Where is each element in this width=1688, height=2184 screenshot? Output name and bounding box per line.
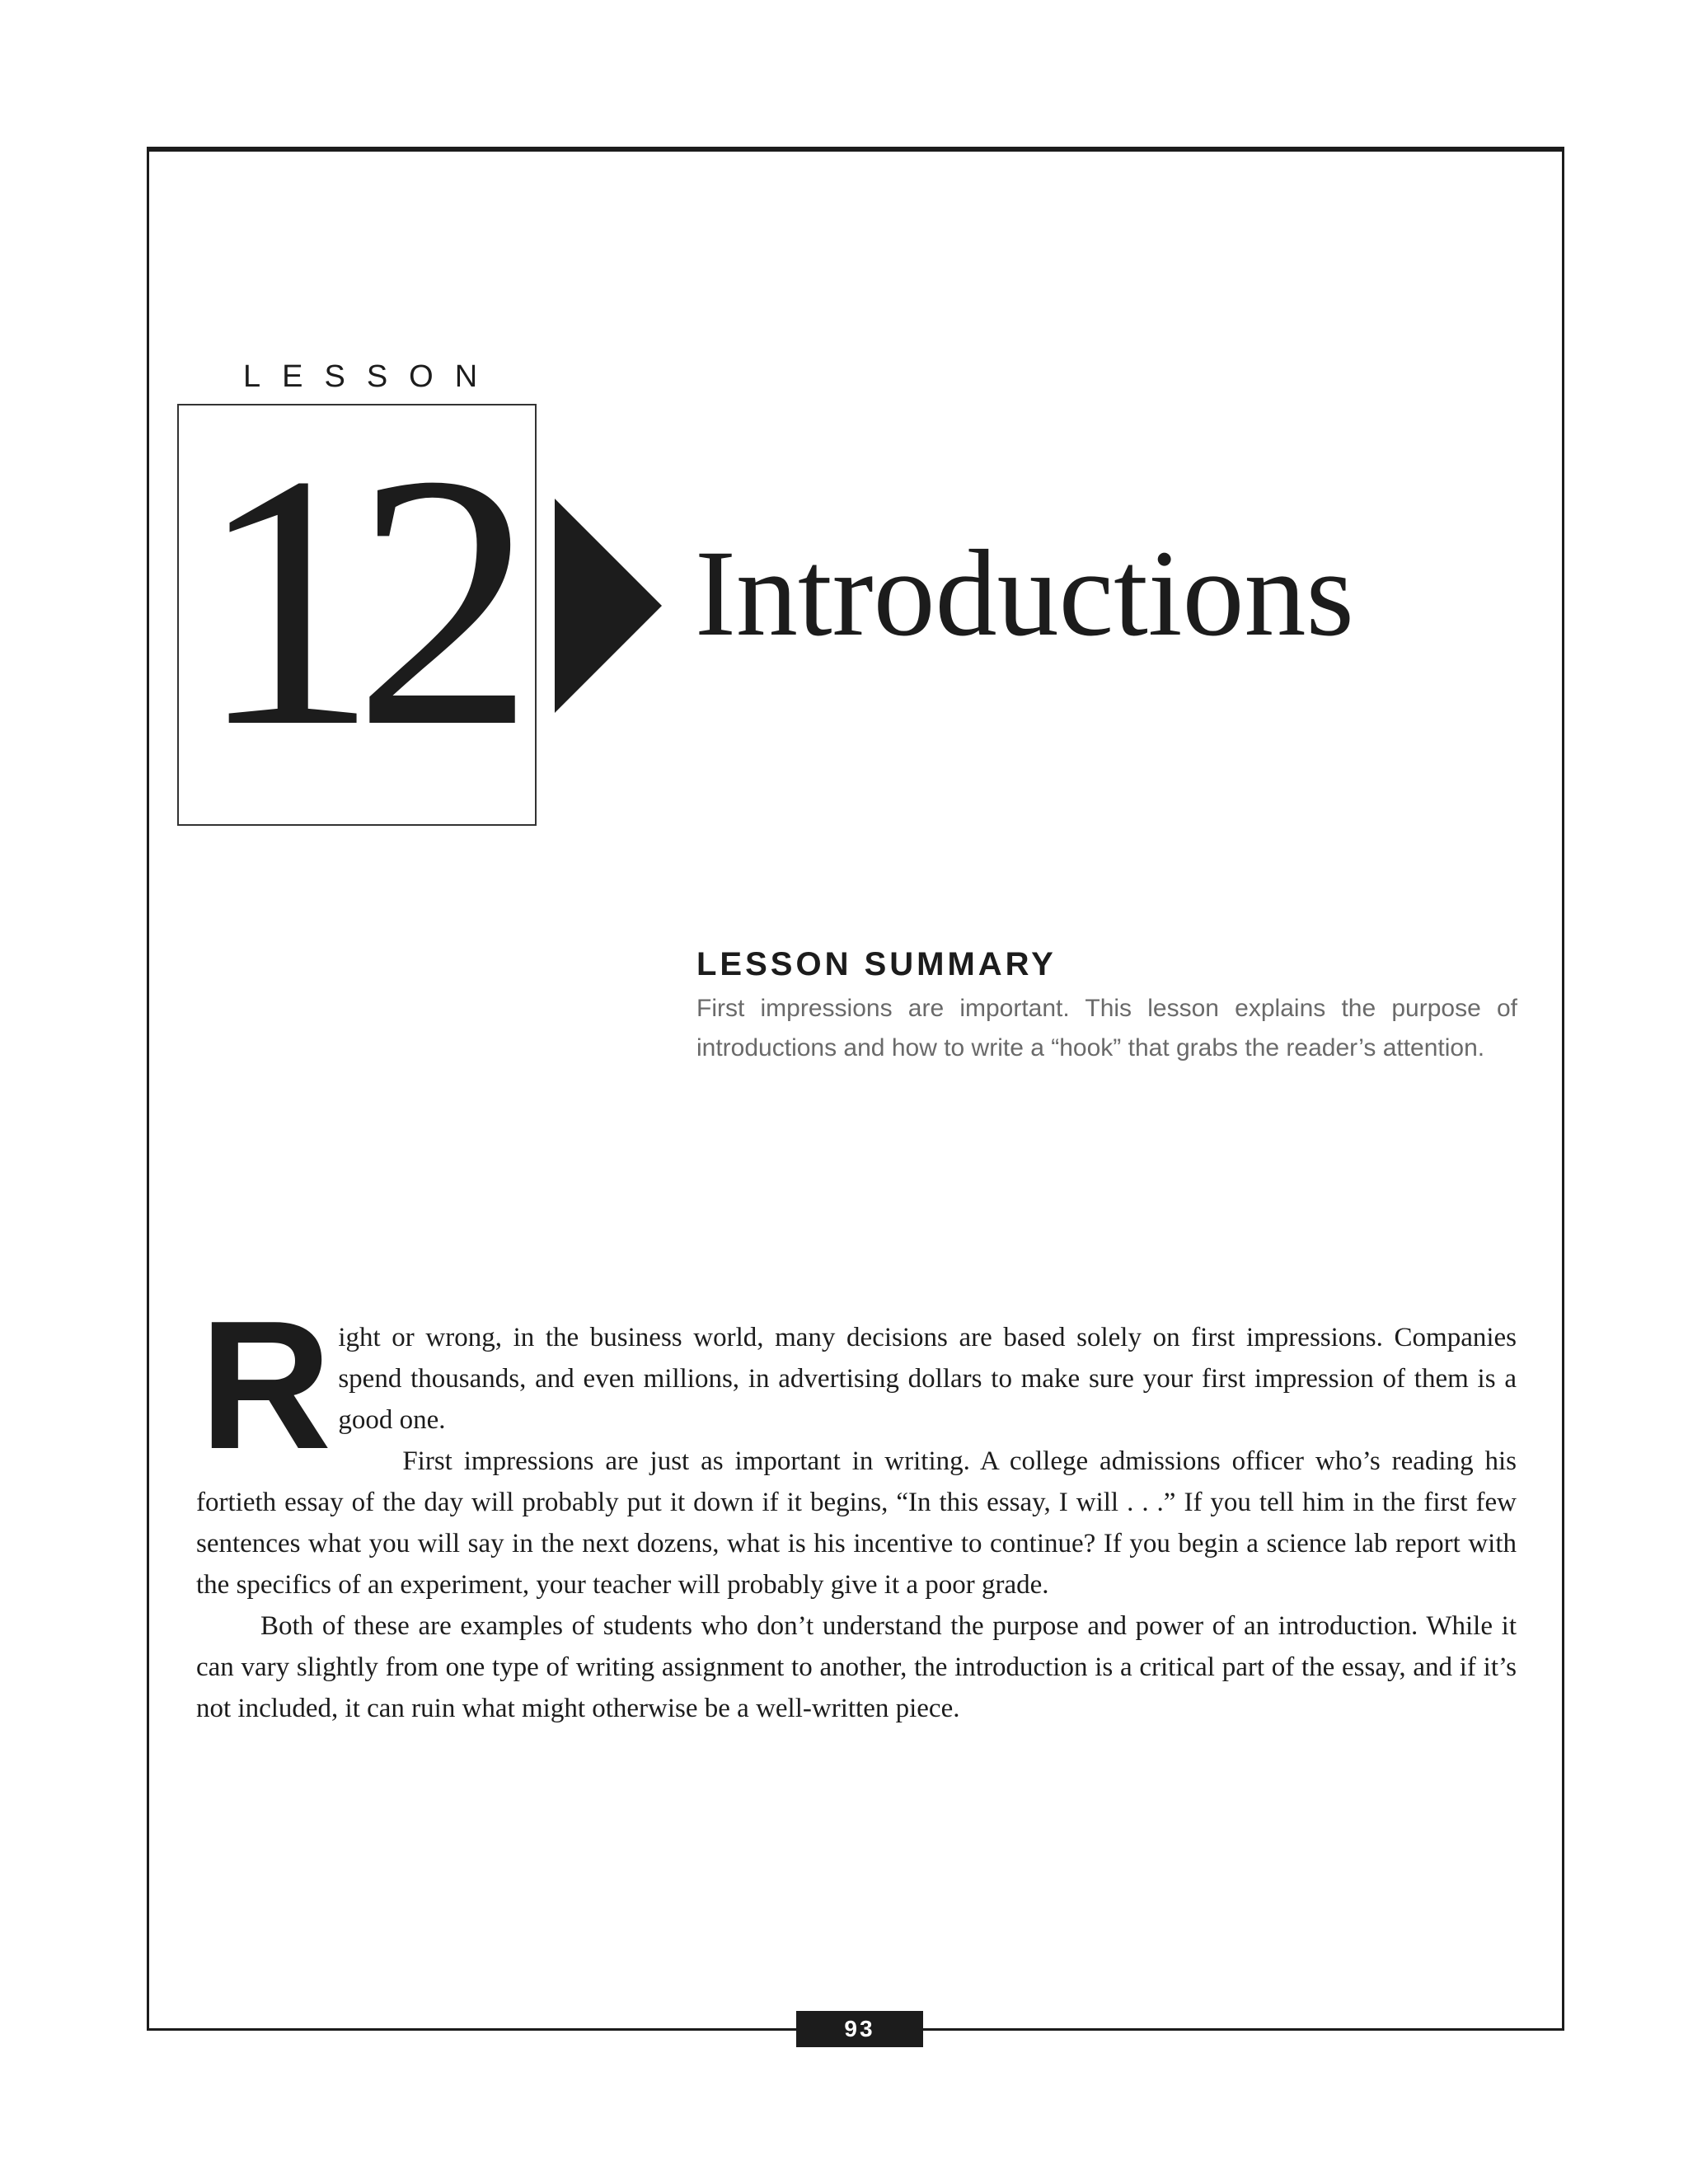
- lesson-label: LESSON: [243, 359, 499, 394]
- body-text: [196, 1283, 1517, 1729]
- summary-text: First impressions are important. This lesson explains the purpose of introductions and how to write a “hook” that grabs the reader’s attention.: [696, 995, 1517, 1062]
- paragraph-1: [196, 1283, 1517, 1488]
- triangle-arrow-icon: [555, 499, 662, 713]
- lesson-number: 12: [197, 401, 510, 802]
- paragraph-2: First impressions are just as important in writing. A college admissions officer who’s reading his fortieth essay of the day will probably put it down if it begins, “In this essay, I will . . .” If you tell him in the first few sentences what you will say in the next dozens, what is his incentive to continue? If you begin a science lab report with the specifics of an experiment, your teacher will probably give it a poor grade.: [196, 1446, 1517, 1600]
- lesson-number-box: [177, 401, 537, 826]
- drop-cap: R: [199, 1283, 332, 1488]
- paragraph-1-text: ight or wrong, in the business world, many decisions are based solely on first impressions. Companies spend thousands, and even millions, in advertising dollars to make sure your first impression of them is a good one.: [338, 1323, 1517, 1435]
- lesson-title: Introductions: [695, 525, 1354, 662]
- paragraph-3: Both of these are examples of students who don’t understand the purpose and power of an introduction. While it can vary slightly from one type of writing assignment to another, the introduction is a critical part of the essay, and if it’s not included, it can ruin what might otherwise be a well-written piece.: [196, 1611, 1517, 1723]
- page-number: 93: [796, 2011, 923, 2047]
- summary-heading: LESSON SUMMARY: [696, 946, 1057, 982]
